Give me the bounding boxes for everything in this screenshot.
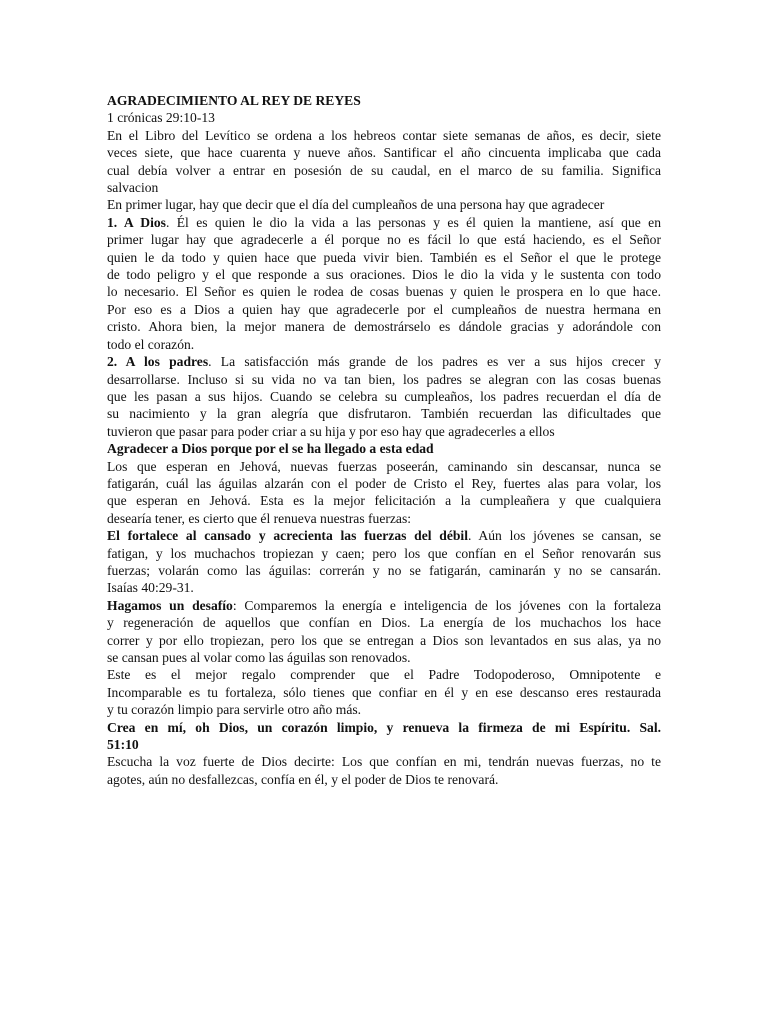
text-line: Por eso es a Dios a quien hay que agradecerle por el cumpleaños de nuestra hermana en xyxy=(107,301,661,317)
challenge-text: : Comparemos la energía e inteligencia de los jóvenes con la fortaleza xyxy=(232,597,661,613)
text-line: su nacimiento y la gran alegría que disfrutaron. También recuerdan las dificultades que xyxy=(107,406,661,422)
text-line: correr y por ello tropiezan, pero los que se entregan a Dios son levantados en sus alas, ya no xyxy=(107,632,661,648)
text-line: fatigarán, cuál las águilas alzarán con el poder de Cristo el Rey, fuertes alas para volar, los xyxy=(107,475,661,491)
subheading-thanks: Agradecer a Dios porque por el se ha llegado a esta edad xyxy=(107,441,434,457)
paragraph-intro: En primer lugar, hay que decir que el día del cumpleaños de una persona hay que agradecer xyxy=(107,197,605,213)
text-line: Los que esperan en Jehová, nuevas fuerzas poseerán, caminando sin descansar, nunca se xyxy=(107,458,661,474)
paragraph-leviticus xyxy=(107,127,661,197)
text-line: y regeneración de aquellos que confían en Dios. La energía de los muchachos los hace xyxy=(107,615,661,631)
text-line: fuerzas; volarán como las águilas: correrán y no se fatigarán, caminarán y no se cansarán. xyxy=(107,562,661,578)
text-line: se cansan pues al volar como las águilas son renovados. xyxy=(107,650,411,665)
bold-quote: El fortalece al cansado y acrecienta las fuerzas del débil xyxy=(107,528,468,544)
text-line: Incomparable es tu fortaleza, sólo tienes que confiar en él y en ese descanso eres restaurada xyxy=(107,684,661,700)
paragraph-closing xyxy=(107,753,661,788)
document-page xyxy=(107,92,661,788)
paragraph-strength xyxy=(107,527,661,597)
text-line: agotes, aún no desfallezcas, confía en él, y el poder de Dios te renovará. xyxy=(107,771,499,787)
text-line: Crea en mí, oh Dios, un corazón limpio, y renueva la firmeza de mi Espíritu. Sal. xyxy=(107,719,661,735)
section-heading: 2. A los padres xyxy=(107,354,209,370)
paragraph-eagles xyxy=(107,458,661,528)
text-line: desearía tener, es cierto que él renueva nuestras fuerzas: xyxy=(107,510,412,526)
section-text: . La satisfacción más grande de los padres es ver a sus hijos crecer y xyxy=(208,354,661,370)
paragraph-challenge xyxy=(107,597,661,667)
text-line: Escucha la voz fuerte de Dios decirte: Los que confían en mi, tendrán nuevas fuerzas, no te xyxy=(107,754,661,770)
section-heading: 1. A Dios xyxy=(107,214,166,230)
paragraph-gift xyxy=(107,666,661,718)
text-line: que esperan en Jehová. Esta es la mejor felicitación a la cumpleañera y que cualquiera xyxy=(107,493,661,509)
text-line: fatigan, y los muchachos tropiezan y caen; pero los que confían en el Señor renovarán sus xyxy=(107,545,661,561)
text-line: salvacion xyxy=(107,180,159,196)
section-god xyxy=(107,214,661,353)
scripture-reference: 1 crónicas 29:10-13 xyxy=(107,110,215,126)
text-line: Este es el mejor regalo comprender que el Padre Todopoderoso, Omnipotente e xyxy=(107,667,661,683)
verse-psalm xyxy=(107,719,661,754)
text-line: veces siete, que hace cuarenta y nueve años. Santificar el año cincuenta implicaba que cada xyxy=(107,145,661,161)
quote-text: . Aún los jóvenes se cansan, se xyxy=(468,528,661,544)
text-line: 51:10 xyxy=(107,737,139,753)
text-line: de todo peligro y el que responde a sus oraciones. Dios le dio la vida y le sustenta con todo xyxy=(107,267,661,283)
text-line: quien le da todo y quien hace que pueda vivir bien. También es el Señor el que le protege xyxy=(107,249,661,265)
document-title: AGRADECIMIENTO AL REY DE REYES xyxy=(107,93,361,108)
text-line: lo necesario. El Señor es quien le rodea de cosas buenas y quien le prospera en lo que hace. xyxy=(107,284,661,300)
text-line: cual debía volver a entrar en posesión de su caudal, en el marco de su familia. Significa xyxy=(107,162,661,178)
text-line xyxy=(107,353,661,370)
text-line: Isaías 40:29-31. xyxy=(107,580,194,596)
text-line xyxy=(107,214,661,231)
text-line xyxy=(107,527,661,544)
section-parents xyxy=(107,353,661,440)
text-line xyxy=(107,597,661,614)
text-line: todo el corazón. xyxy=(107,336,195,352)
text-line: que les pasan a sus hijos. Cuando se celebra su cumpleaños, los padres recuerdan el día de xyxy=(107,388,661,404)
text-line: primer lugar hay que agradecerle a él porque no es fácil lo que está haciendo, es el Señor xyxy=(107,232,661,248)
text-line: y tu corazón limpio para servirle otro año más. xyxy=(107,702,362,718)
text-line: desarrollarse. Incluso si su vida no va tan bien, los padres se alegran con las cosas buenas xyxy=(107,371,661,387)
text-line: cristo. Ahora bien, la mejor manera de demostrárselo es dándole gracias y adorándole con xyxy=(107,319,661,335)
bold-heading: Hagamos un desafío xyxy=(107,597,233,613)
section-text: . Él es quien le dio la vida a las personas y es él quien la mantiene, así que en xyxy=(165,214,661,230)
text-line: En el Libro del Levítico se ordena a los hebreos contar siete semanas de años, es decir, siete xyxy=(107,127,661,143)
text-line: tuvieron que pasar para poder criar a su hija y por eso hay que agradecerles a ellos xyxy=(107,423,555,439)
